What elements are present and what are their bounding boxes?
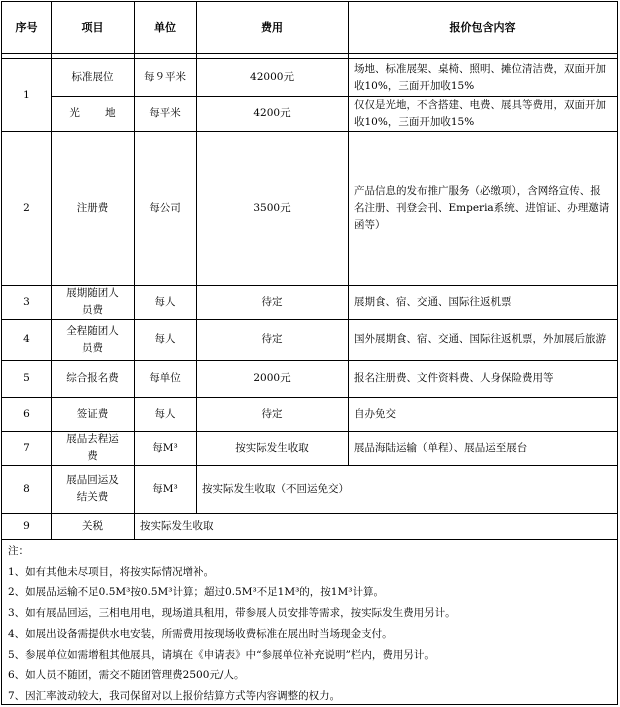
row-1-content: 场地、标准展架、桌椅、照明、摊位清洁费，双面开加收10%，三面开加收15% (354, 62, 606, 92)
note-item: 6、如人员不随团，需交不随团管理费2500元/人。 (8, 669, 245, 682)
row-4-item: 全程随团人员费 (66, 324, 119, 354)
row-5-item: 综合报名费 (66, 372, 119, 384)
row-1-item: 标准展位 (71, 71, 114, 83)
row-6-item: 签证费 (76, 407, 109, 420)
row-3-fee: 待定 (261, 295, 283, 308)
row-2-no: 2 (23, 201, 30, 214)
header-item: 项目 (81, 21, 104, 34)
row-6-content: 自办免交 (354, 407, 396, 420)
notes-title: 注： (8, 545, 29, 557)
grid-line (2, 58, 617, 59)
grid-line (2, 539, 617, 540)
header-content: 报价包含内容 (449, 21, 516, 34)
row-6-unit: 每人 (154, 407, 176, 420)
row-2-unit: 每公司 (149, 201, 181, 214)
note-item: 1、如有其他未尽项目，将按实际情况增补。 (8, 565, 215, 578)
grid-line (51, 96, 617, 97)
row-7-unit: 每M³ (152, 441, 178, 454)
row-5-content: 报名注册费、文件资料费、人身保险费用等 (354, 372, 554, 384)
row-9-no: 9 (23, 519, 30, 532)
row-8-unit: 每M³ (152, 482, 178, 495)
row-5-fee: 2000元 (253, 372, 291, 384)
row-5-no: 5 (23, 372, 30, 384)
row-2-content: 产品信息的发布推广服务（必缴项），含网络宣传、报名注册、刊登会刊、Emperia系统、进馆证、办理邀请函等） (354, 184, 610, 231)
row-3-item: 展期随团人员费 (66, 287, 119, 316)
row-4-no: 4 (23, 333, 30, 345)
row-3-unit: 每人 (154, 295, 176, 308)
grid-line (134, 2, 135, 539)
quote-sheet (1, 1, 618, 705)
note-item: 5、参展单位如需增租其他展具，请填在《申请表》中“参展单位补充说明”栏内，费用另计。 (8, 648, 435, 661)
row-1b-item: 光 地 (69, 107, 116, 119)
row-9-fee: 按实际发生收取 (140, 519, 214, 532)
grid-line (348, 2, 349, 465)
grid-line (51, 2, 52, 539)
grid-line (2, 513, 617, 514)
note-item: 2、如展品运输不足0.5M³按0.5M³计算；超过0.5M³不足1M³的，按1M³计算。 (8, 586, 384, 599)
grid-line (2, 431, 617, 432)
notes-section (8, 541, 614, 707)
row-1b-content: 仅仅是光地，不含搭建、电费、展具等费用，双面开加收10%，三面开加收15% (354, 98, 606, 128)
row-6-fee: 待定 (261, 407, 283, 420)
row-1b-fee: 4200元 (253, 107, 291, 119)
row-5-unit: 每单位 (149, 372, 181, 384)
row-1-fee: 42000元 (250, 71, 294, 83)
grid-line (2, 285, 617, 286)
note-item: 4、如展出设备需提供水电安装，所需费用按现场收费标准在展出时当场现金支付。 (8, 627, 393, 640)
header-no: 序号 (15, 21, 38, 34)
row-3-content: 展期食、宿、交通、国际往返机票 (354, 295, 512, 308)
header-fee: 费用 (261, 21, 283, 34)
row-2-item: 注册费 (76, 201, 109, 214)
row-7-no: 7 (23, 441, 30, 454)
note-item: 7、因汇率波动较大，我司保留对以上报价结算方式等内容调整的权力。 (8, 689, 341, 702)
row-2-fee: 3500元 (253, 201, 291, 214)
row-1-no: 1 (23, 88, 30, 101)
row-7-content: 展品海陆运输（单程）、展品运至展台 (354, 441, 528, 454)
row-8-fee: 按实际发生收取（不回运免交） (202, 482, 349, 495)
grid-line (196, 2, 197, 513)
row-4-fee: 待定 (261, 333, 283, 345)
row-3-no: 3 (23, 295, 30, 308)
grid-line (2, 397, 617, 398)
row-4-content: 国外展期食、宿、交通、国际往返机票，外加展后旅游 (354, 333, 606, 345)
row-7-fee: 按实际发生收取 (235, 441, 309, 454)
row-4-unit: 每人 (154, 333, 176, 345)
grid-line (2, 319, 617, 320)
grid-line (2, 131, 617, 132)
row-8-no: 8 (23, 482, 30, 495)
header-unit: 单位 (154, 21, 176, 34)
note-item: 3、如有展品回运，三相电用电，现场道具租用，带参展人员安排等需求，按实际发生费用另计。 (8, 607, 456, 620)
row-1-unit: 每９平米 (144, 71, 186, 83)
row-1b-unit: 每平米 (149, 107, 181, 119)
row-9-item: 关税 (82, 519, 103, 532)
row-7-item: 展品去程运费 (66, 433, 119, 462)
grid-line (2, 360, 617, 361)
grid-line (2, 53, 617, 54)
grid-line (2, 465, 617, 466)
row-8-item: 展品回运及结关费 (66, 474, 119, 503)
row-6-no: 6 (23, 407, 30, 420)
